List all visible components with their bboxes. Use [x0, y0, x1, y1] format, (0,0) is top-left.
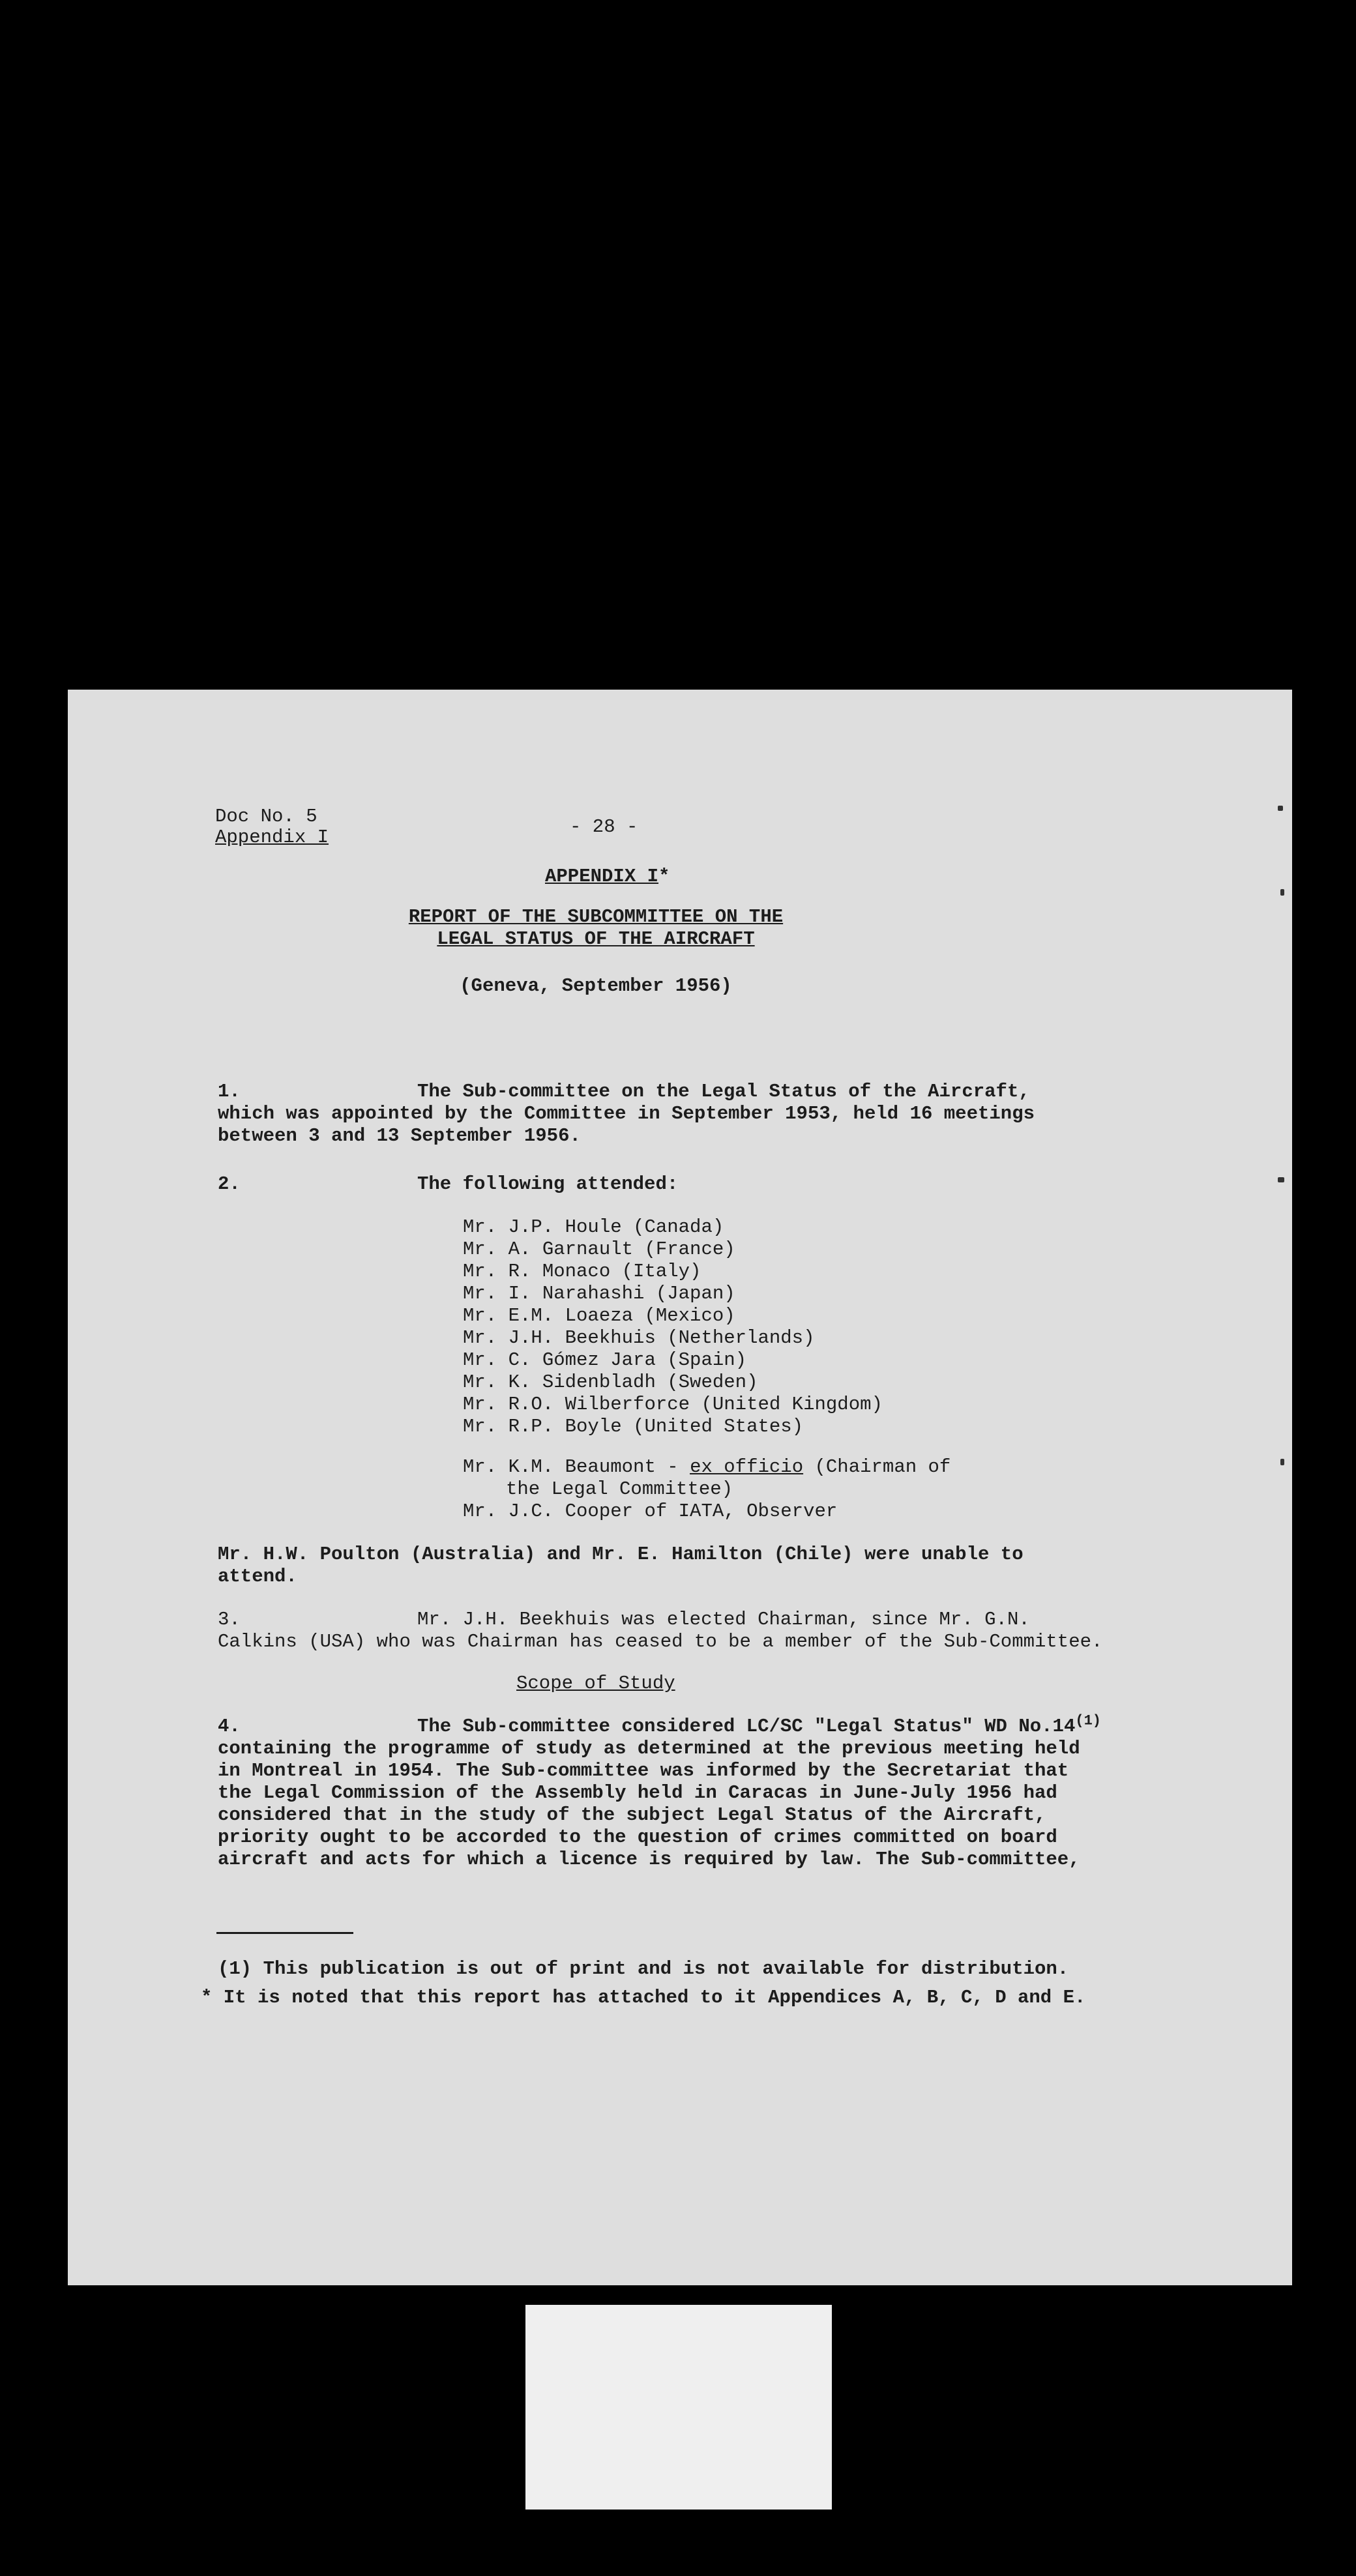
unable-to-attend-line: Mr. H.W. Poulton (Australia) and Mr. E. Hamilton (Chile) were unable to — [218, 1544, 1024, 1565]
appendix-title — [545, 866, 670, 888]
para4-line: containing the programme of study as determined at the previous meeting held — [218, 1738, 1080, 1759]
footnote-divider — [216, 1932, 353, 1934]
scan-edge-mark — [1280, 889, 1284, 896]
para4-first-text: The Sub-committee considered LC/SC "Legal Status" WD No.14 — [417, 1716, 1076, 1737]
para4-first-line — [417, 1712, 1101, 1738]
para1-line: between 3 and 13 September 1956. — [218, 1125, 581, 1147]
attendee-observer: Mr. J.C. Cooper of IATA, Observer — [463, 1500, 838, 1522]
scan-edge-mark — [1278, 806, 1283, 811]
para4-line: priority ought to be accorded to the question of crimes committed on board — [218, 1826, 1057, 1848]
footnote-reference: (1) — [1075, 1712, 1101, 1729]
footnote: (1) This publication is out of print and is not available for distribution. — [218, 1958, 1069, 1980]
para1-line: which was appointed by the Committee in September 1953, held 16 meetings — [218, 1103, 1035, 1124]
attendee-beaumont-line2: the Legal Committee) — [506, 1478, 733, 1500]
report-title-line1: REPORT OF THE SUBCOMMITTEE ON THE — [408, 906, 784, 928]
report-title-line2: LEGAL STATUS OF THE AIRCRAFT — [437, 928, 755, 950]
para3-line: Calkins (USA) who was Chairman has ceased to be a member of the Sub-Committee. — [218, 1631, 1103, 1652]
attendee: Mr. J.H. Beekhuis (Netherlands) — [463, 1327, 815, 1349]
scan-edge-mark — [1278, 1177, 1284, 1182]
para4-line: considered that in the study of the subject Legal Status of the Aircraft, — [218, 1804, 1046, 1826]
attendee: Mr. R.P. Boyle (United States) — [463, 1416, 804, 1437]
appendix-title-text: APPENDIX I — [545, 866, 659, 887]
doc-number: Doc No. 5 — [215, 806, 317, 827]
attendee: Mr. J.P. Houle (Canada) — [463, 1216, 724, 1238]
ex-officio: ex officio — [690, 1456, 804, 1478]
scan-target-card — [525, 2305, 832, 2510]
para4-number: 4. — [218, 1716, 241, 1737]
attendee: Mr. I. Narahashi (Japan) — [463, 1283, 735, 1304]
para1-number: 1. — [218, 1081, 241, 1102]
para4-line: aircraft and acts for which a licence is required by law. The Sub-committee, — [218, 1849, 1080, 1870]
para4-line: in Montreal in 1954. The Sub-committee was informed by the Secretariat that — [218, 1760, 1069, 1781]
place-date: (Geneva, September 1956) — [460, 975, 732, 997]
appendix-asterisk: * — [658, 866, 670, 887]
footnote: * It is noted that this report has attached to it Appendices A, B, C, D and E. — [201, 1987, 1086, 2008]
appendix-reference: Appendix I — [215, 827, 329, 848]
page-number: - 28 - — [570, 816, 638, 838]
beaumont-name: Mr. K.M. Beaumont - — [463, 1456, 690, 1478]
attendee: Mr. A. Garnault (France) — [463, 1238, 735, 1260]
para3-number: 3. — [218, 1609, 241, 1630]
para2-intro: The following attended: — [417, 1173, 679, 1195]
para3-line: Mr. J.H. Beekhuis was elected Chairman, since Mr. G.N. — [417, 1609, 1030, 1630]
attendee: Mr. R. Monaco (Italy) — [463, 1261, 701, 1282]
attendee: Mr. E.M. Loaeza (Mexico) — [463, 1305, 735, 1326]
attendee: Mr. R.O. Wilberforce (United Kingdom) — [463, 1394, 883, 1415]
para2-number: 2. — [218, 1173, 241, 1195]
para1-line: The Sub-committee on the Legal Status of the Aircraft, — [417, 1081, 1030, 1102]
scope-heading: Scope of Study — [516, 1673, 675, 1694]
para4-line: the Legal Commission of the Assembly held in Caracas in June-July 1956 had — [218, 1782, 1057, 1804]
unable-to-attend-line: attend. — [218, 1566, 297, 1587]
scan-edge-mark — [1280, 1459, 1284, 1465]
attendee-beaumont — [463, 1456, 951, 1478]
beaumont-role: (Chairman of — [803, 1456, 951, 1478]
attendee: Mr. K. Sidenbladh (Sweden) — [463, 1371, 758, 1393]
document-page — [68, 690, 1292, 2285]
attendee: Mr. C. Gómez Jara (Spain) — [463, 1349, 747, 1371]
